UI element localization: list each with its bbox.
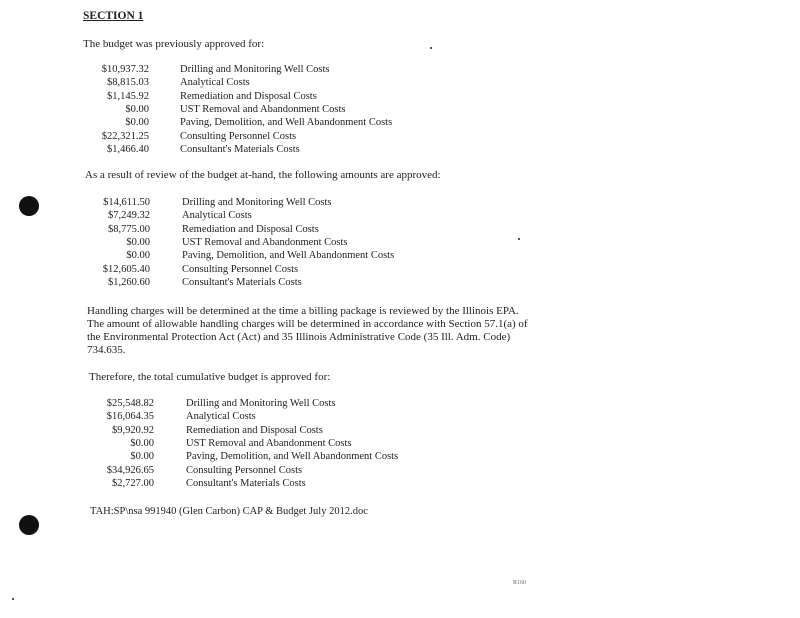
cost-label: Paving, Demolition, and Well Abandonment Costs [182,250,395,262]
amount: $1,260.60 [108,276,150,288]
scan-speck [430,47,432,49]
intro-cumulative: Therefore, the total cumulative budget is approved for: [89,371,331,383]
amount: $9,920.92 [112,424,154,436]
table-row [83,64,443,77]
table-row [83,91,443,104]
amount: $25,548.82 [106,398,154,409]
amount: $7,249.32 [108,210,150,222]
table-row [89,451,449,464]
table-row [89,425,449,438]
paragraph-line: 734.635. [87,344,126,356]
table-row [83,77,443,90]
intro-review: As a result of review of the budget at-hand, the following amounts are approved: [85,169,441,181]
cost-label: Remediation and Disposal Costs [182,223,319,235]
amount: $0.00 [125,103,149,115]
amount: $1,466.40 [107,143,149,155]
paragraph-line: Handling charges will be determined at the time a billing package is reviewed by the Illinois EPA. [87,305,519,317]
cost-label: Drilling and Monitoring Well Costs [180,64,330,75]
amount: $0.00 [126,236,150,248]
file-reference: TAH:SP\nsa 991940 (Glen Carbon) CAP & Budget July 2012.doc [90,506,368,517]
amount: $34,926.65 [106,464,154,476]
cost-label: Consulting Personnel Costs [186,464,303,476]
cost-label: Drilling and Monitoring Well Costs [182,197,332,208]
table-row [85,210,445,223]
cost-label: Consulting Personnel Costs [180,130,297,142]
punch-hole-top [19,196,39,216]
scan-speck [518,238,520,240]
amount: $8,775.00 [108,223,150,235]
amount: $10,937.32 [101,64,149,75]
table-row [85,224,445,237]
table-row [83,144,443,157]
cost-label: UST Removal and Abandonment Costs [180,103,346,115]
cost-label: Remediation and Disposal Costs [186,424,323,436]
amount: $1,145.92 [107,90,149,102]
table-row [89,398,449,411]
cost-label: Paving, Demolition, and Well Abandonment Costs [180,117,393,129]
table-row [85,264,445,277]
scan-speck [12,598,14,600]
table-row [89,465,449,478]
cost-label: Consultant's Materials Costs [180,143,300,155]
table-row [89,411,449,424]
cost-label: Analytical Costs [180,77,250,89]
table-row [83,131,443,144]
cost-label: Consulting Personnel Costs [182,263,299,275]
table-row [85,277,445,290]
intro-previous: The budget was previously approved for: [83,38,265,50]
cost-label: Analytical Costs [186,411,256,423]
amount: $8,815.03 [107,77,149,89]
table-row [85,237,445,250]
approved-amounts-table [85,197,445,292]
paragraph-line: the Environmental Protection Act (Act) and 35 Illinois Administrative Code (35 Ill. Adm. Code) [87,331,511,343]
amount: $0.00 [126,250,150,262]
cumulative-budget-table [89,398,449,493]
table-row [85,250,445,263]
cost-label: UST Removal and Abandonment Costs [186,437,352,449]
table-row [89,438,449,451]
paragraph-line: The amount of allowable handling charges will be determined in accordance with Section 57.1(a) of [87,318,528,330]
cost-label: Analytical Costs [182,210,252,222]
table-row [83,117,443,130]
table-row [83,104,443,117]
amount: $22,321.25 [101,130,149,142]
amount: $0.00 [125,117,149,129]
amount: $12,605.40 [102,263,150,275]
amount: $0.00 [130,451,154,463]
amount: $2,727.00 [112,477,154,489]
amount: $16,064.35 [106,411,154,423]
cost-label: Remediation and Disposal Costs [180,90,317,102]
cost-label: Consultant's Materials Costs [186,477,306,489]
cost-label: UST Removal and Abandonment Costs [182,236,348,248]
previous-budget-table [83,64,443,159]
amount: $0.00 [130,437,154,449]
section-title: SECTION 1 [83,10,144,22]
amount: $14,611.50 [103,197,150,208]
table-row [89,478,449,491]
cost-label: Paving, Demolition, and Well Abandonment Costs [186,451,399,463]
page-mark: R160 [513,580,527,586]
cost-label: Consultant's Materials Costs [182,276,302,288]
punch-hole-bottom [19,515,39,535]
cost-label: Drilling and Monitoring Well Costs [186,398,336,409]
table-row [85,197,445,210]
